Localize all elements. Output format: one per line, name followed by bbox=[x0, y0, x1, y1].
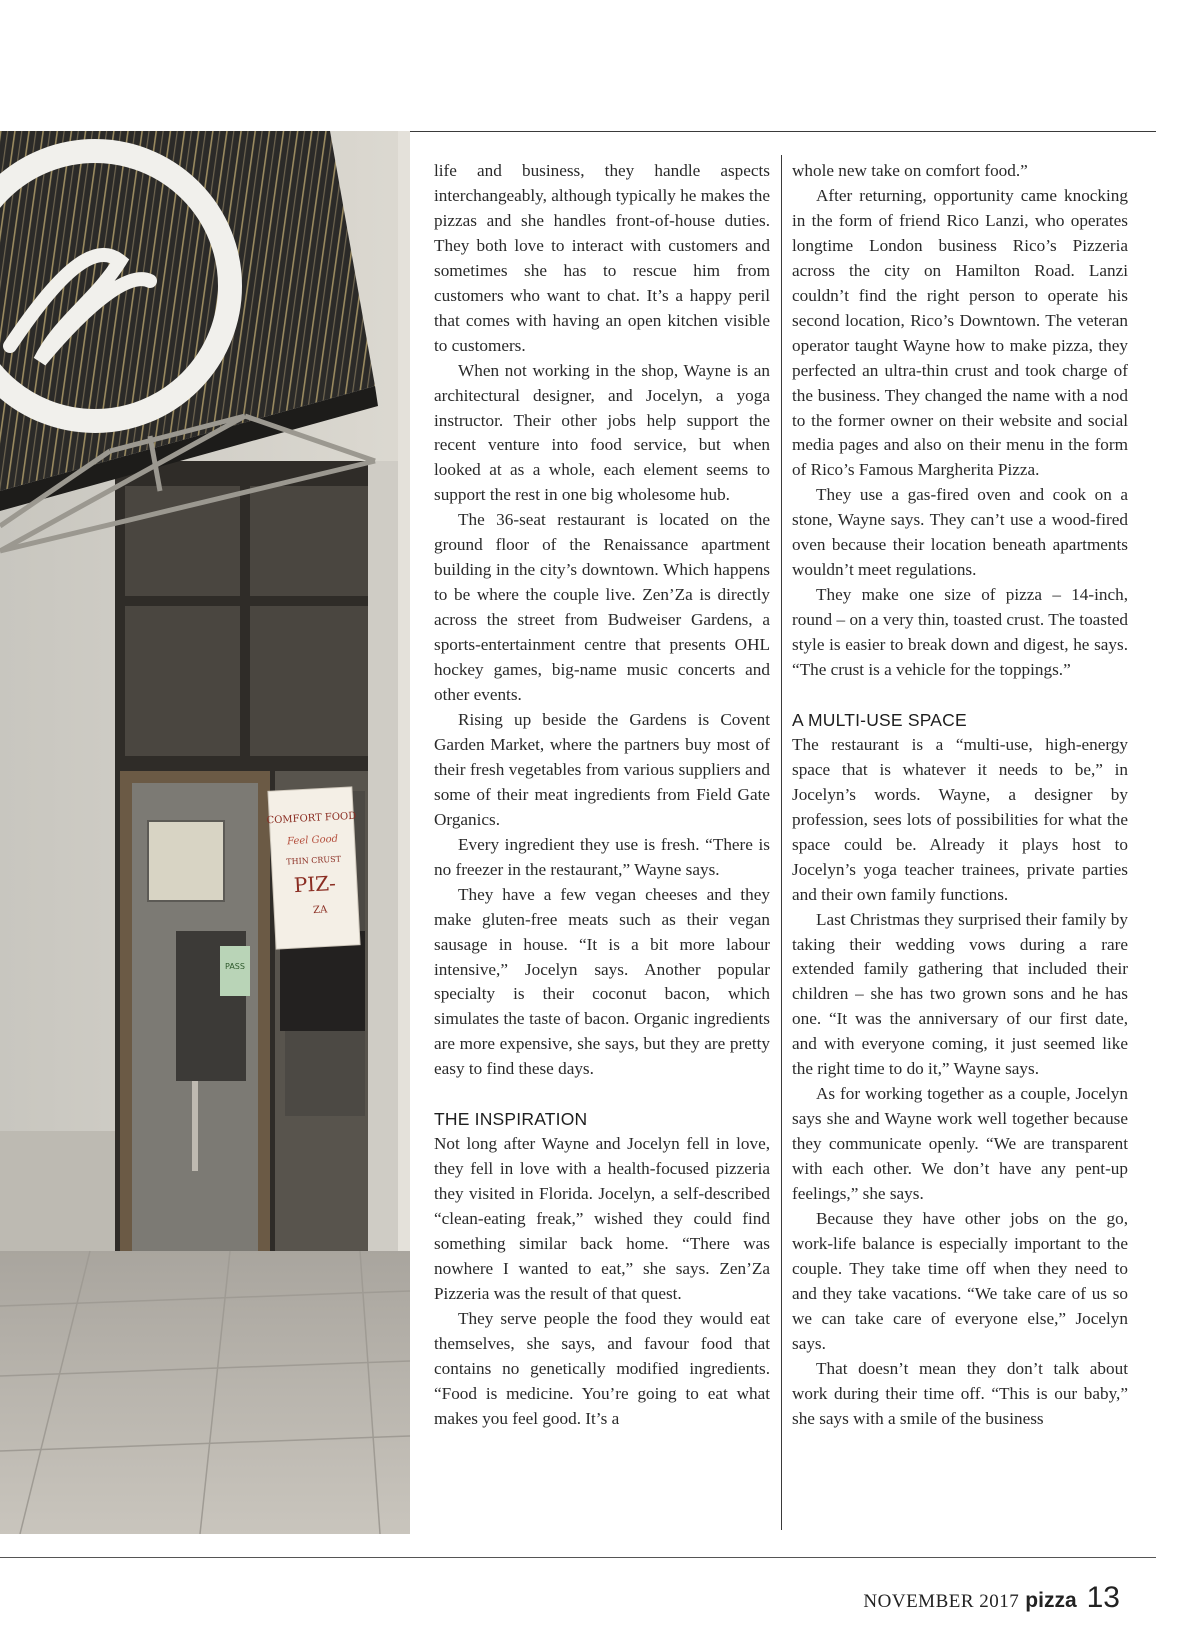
paragraph: They make one size of pizza – 14-inch, round – on a very thin, toasted crust. The toasted style is easier to break down and digest, he says. “The crust is a vehicle for the toppings.” bbox=[792, 585, 1128, 680]
top-rule bbox=[410, 131, 1156, 132]
section-heading-multi-use-space: A MULTI-USE SPACE bbox=[792, 709, 967, 730]
paragraph: The 36-seat restaurant is located on the ground floor of the Renaissance apartment building in the city’s downtown. Which happens to be where the couple live. Zen’Za is directly across the street from Budweiser Gardens, a sports-entertainment centre that presents OHL hockey games, big-name music concerts and other events. bbox=[434, 510, 770, 705]
section-heading-inspiration: THE INSPIRATION bbox=[434, 1109, 588, 1130]
bottom-rule bbox=[0, 1557, 1156, 1558]
paragraph: That doesn’t mean they don’t talk about work during their time off. “This is our baby,” she says with a smile of the business bbox=[792, 1358, 1128, 1428]
paragraph: After returning, opportunity came knocking in the form of friend Rico Lanzi, who operates longtime London business Rico’s Pizzeria across the city on Hamilton Road. Lanzi couldn’t find the right person to operate his second location, Rico’s Downtown. The veteran operator taught Wayne how to make pizza, they perfected an ultra-thin crust and took charge of the business. They changed the name with a nod to the former owner on their website and social media pages and also on their menu in the form of Rico’s Famous Margherita Pizza. bbox=[792, 185, 1128, 480]
article-column-1 bbox=[434, 159, 770, 1432]
paragraph: They have a few vegan cheeses and they make gluten-free meats such as their vegan sausage in house. “It is a bit more labour intensive,” Jocelyn says. Another popular specialty is their coconut bacon, which simulates the taste of bacon. Organic ingredients are more expensive, she says, but they are pretty easy to find these days. bbox=[434, 884, 770, 1079]
page-folio bbox=[863, 1581, 1120, 1617]
pass-sign-text: PASS bbox=[225, 962, 245, 971]
issue-date: NOVEMBER 2017 bbox=[863, 1591, 1020, 1612]
poster-line-1: COMFORT FOOD bbox=[266, 810, 357, 827]
paragraph: When not working in the shop, Wayne is an architectural designer, and Jocelyn, a yoga instructor. Their other jobs help support the recent venture into food service, but when looked at as a whole, each element seems to support the rest in one big wholesome hub. bbox=[434, 360, 770, 505]
paragraph: They serve people the food they would eat themselves, she says, and favour food that contains no genetically modified ingredients. “Food is medicine. You’re going to eat what makes you feel good. It’s a bbox=[434, 1308, 770, 1428]
article-column-2 bbox=[792, 159, 1128, 1432]
poster-line-2: Feel Good bbox=[286, 833, 339, 848]
page-number: 13 bbox=[1086, 1581, 1120, 1614]
paragraph: Last Christmas they surprised their family by taking their wedding vows during a rare extended family gathering that included their children – she has two grown sons and he has one. “It was the anniversary of our first date, and with everyone coming, it just seemed like the right time to do it,” Wayne says. bbox=[792, 909, 1128, 1079]
storefront-photo bbox=[0, 131, 410, 1534]
poster-line-4: PIZ- bbox=[293, 870, 337, 898]
poster-line-3: THIN CRUST bbox=[286, 854, 342, 867]
paragraph: The restaurant is a “multi-use, high-energy space that is whatever it needs to be,” in Jocelyn’s words. Wayne, a designer by profession, sees lots of possibilities for what the space could be. Already it plays host to Jocelyn’s yoga teacher trainees, private parties and their own family functions. bbox=[792, 734, 1128, 904]
paragraph: Not long after Wayne and Jocelyn fell in love, they fell in love with a health-focused pizzeria they visited in Florida. Jocelyn, a self-described “clean-eating freak,” wished they could find something similar back home. “There was nowhere I wanted to eat,” she says. Zen’Za Pizzeria was the result of that quest. bbox=[434, 1134, 770, 1303]
paragraph: Because they have other jobs on the go, work-life balance is especially important to the couple. They take time off when they need to and they take vacations. “We take care of us so we can take care of everyone else,” Jocelyn says. bbox=[792, 1209, 1128, 1353]
paragraph: whole new take on comfort food.” bbox=[792, 161, 1028, 180]
paragraph: As for working together as a couple, Jocelyn says she and Wayne work well together because they communicate openly. “We are transparent with each other. We don’t have any pent-up feelings,” she says. bbox=[792, 1084, 1128, 1204]
paragraph: Rising up beside the Gardens is Covent Garden Market, where the partners buy most of their fresh vegetables from various suppliers and some of their meat ingredients from Field Gate Organics. bbox=[434, 709, 770, 829]
magazine-name: pizza bbox=[1025, 1589, 1077, 1612]
column-separator bbox=[781, 155, 782, 1530]
paragraph: life and business, they handle aspects interchangeably, although typically he makes the pizzas and she handles front-of-house duties. They both love to interact with customers and sometimes she has to rescue him from customers who want to chat. It’s a happy peril that comes with having an open kitchen visible to customers. bbox=[434, 161, 770, 355]
poster-line-5: ZA bbox=[312, 904, 328, 917]
paragraph: They use a gas-fired oven and cook on a stone, Wayne says. They can’t use a wood-fired oven because their location beneath apartments wouldn’t meet regulations. bbox=[792, 485, 1128, 580]
paragraph: Every ingredient they use is fresh. “There is no freezer in the restaurant,” Wayne says. bbox=[434, 834, 770, 879]
